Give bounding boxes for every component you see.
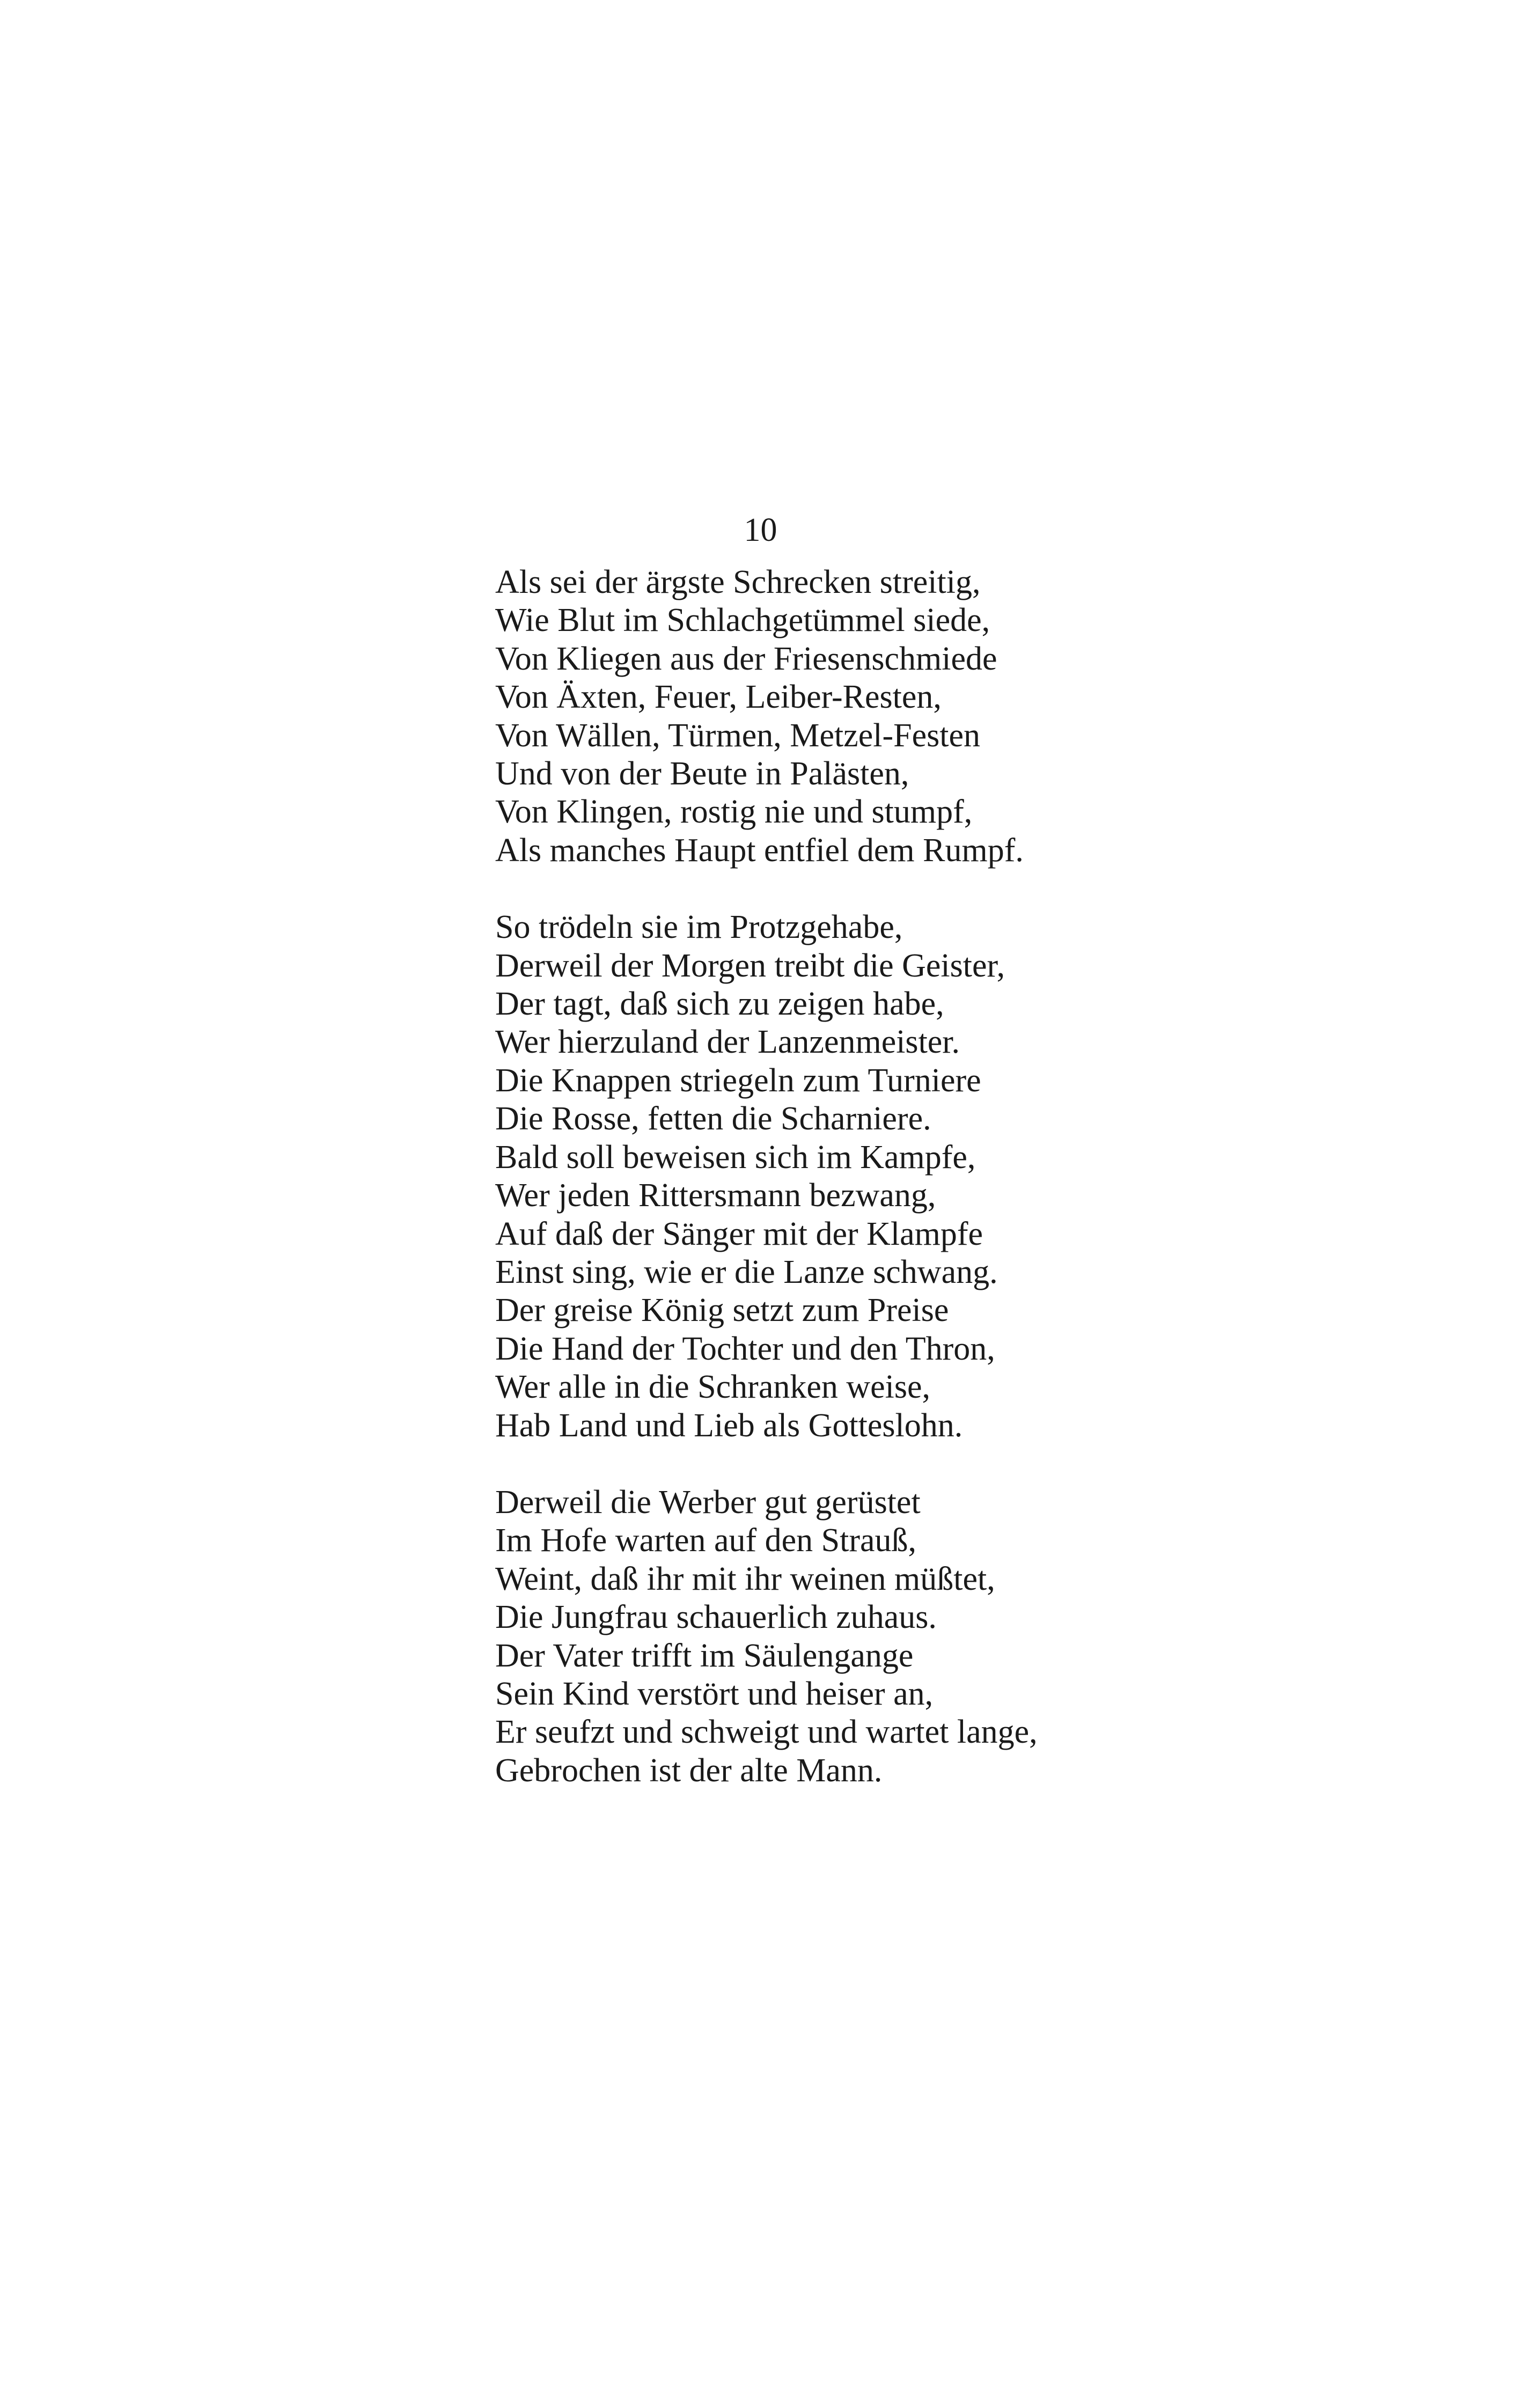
verse-line: Von Äxten, Feuer, Leiber-Resten, xyxy=(495,679,942,716)
verse-line: Als manches Haupt entfiel dem Rumpf. xyxy=(495,832,1024,869)
verse-line: Gebrochen ist der alte Mann. xyxy=(495,1752,883,1789)
verse-line: Hab Land und Lieb als Gotteslohn. xyxy=(495,1407,963,1444)
verse-line: Die Hand der Tochter und den Thron, xyxy=(495,1330,995,1367)
verse-line: Einst sing, wie er die Lanze schwang. xyxy=(495,1253,998,1290)
verse-line: Die Rosse, fetten die Scharniere. xyxy=(495,1100,931,1137)
verse-line: Die Jungfrau schauerlich zuhaus. xyxy=(495,1599,937,1636)
verse-line: Wer hierzuland der Lanzenmeister. xyxy=(495,1024,960,1061)
verse-line: So trödeln sie im Protzgehabe, xyxy=(495,909,903,946)
verse-line: Derweil der Morgen treibt die Geister, xyxy=(495,947,1005,984)
verse-line: Der greise König setzt zum Preise xyxy=(495,1292,949,1329)
verse-line: Von Kliegen aus der Friesenschmiede xyxy=(495,640,997,677)
verse-line: Von Klingen, rostig nie und stumpf, xyxy=(495,794,973,831)
verse-line: Sein Kind verstört und heiser an, xyxy=(495,1675,934,1712)
verse-line: Im Hofe warten auf den Strauß, xyxy=(495,1522,917,1559)
verse-line: Und von der Beute in Palästen, xyxy=(495,755,909,792)
verse-line: Wer alle in die Schranken weise, xyxy=(495,1369,931,1406)
page-number: 10 xyxy=(744,512,777,548)
verse-line: Wie Blut im Schlachgetümmel siede, xyxy=(495,602,990,639)
verse-line: Bald soll beweisen sich im Kampfe, xyxy=(495,1139,976,1176)
stanza-3 xyxy=(495,1484,1193,1790)
verse-line: Als sei der ärgste Schrecken streitig, xyxy=(495,564,981,600)
stanza-1 xyxy=(495,563,1193,870)
verse-line: Auf daß der Sänger mit der Klampfe xyxy=(495,1215,983,1252)
verse-line: Derweil die Werber gut gerüstet xyxy=(495,1484,921,1521)
verse-line: Er seufzt und schweigt und wartet lange, xyxy=(495,1714,1038,1751)
verse-line: Die Knappen striegeln zum Turniere xyxy=(495,1062,981,1099)
poem-body xyxy=(495,563,1193,1829)
verse-line: Der Vater trifft im Säulengange xyxy=(495,1637,914,1674)
verse-line: Wer jeden Rittersmann bezwang, xyxy=(495,1177,936,1214)
verse-line: Weint, daß ihr mit ihr weinen müßtet, xyxy=(495,1560,995,1597)
verse-line: Der tagt, daß sich zu zeigen habe, xyxy=(495,986,944,1023)
verse-line: Von Wällen, Türmen, Metzel-Festen xyxy=(495,717,980,754)
stanza-2 xyxy=(495,908,1193,1445)
